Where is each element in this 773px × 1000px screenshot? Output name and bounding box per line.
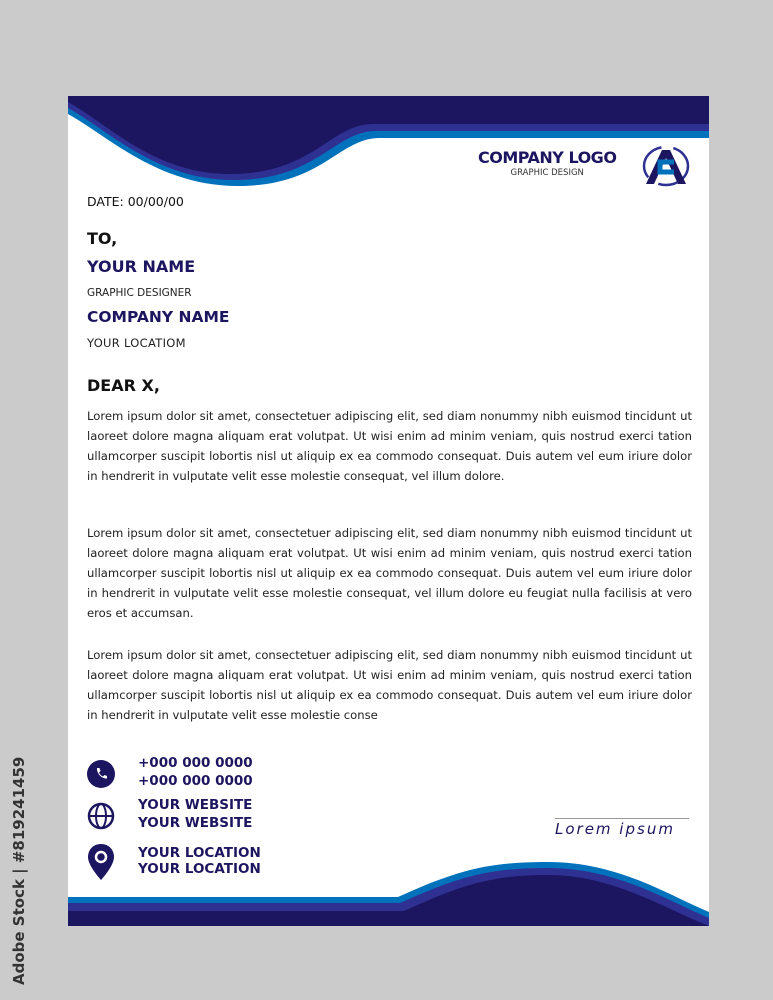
logo-mark-icon (640, 144, 692, 188)
recipient-role: GRAPHIC DESIGNER (87, 287, 192, 299)
letterhead-page (68, 96, 709, 926)
phone-1: +000 000 0000 (138, 755, 253, 771)
greeting: DEAR X, (87, 376, 160, 395)
phone-icon (87, 760, 115, 788)
recipient-name: YOUR NAME (87, 257, 196, 276)
location-1: YOUR LOCATION (138, 845, 261, 861)
recipient-company: COMPANY NAME (87, 308, 230, 326)
body-paragraph: Lorem ipsum dolor sit amet, consectetuer adipiscing elit, sed diam nonummy nibh euismod tincidunt ut laoreet dolore magna aliquam erat volutpat. Ut wisi enim ad minim veniam, quis nostrud exerci tation ullamcorper suscipit lobortis nisl ut aliquip ex ea commodo consequat. Duis autem vel eum iriure dolor in hendrerit in vulputate velit esse molestie consequat, vel illum dolore eu feugiat nulla facilisis at vero eros et accumsan. (87, 526, 692, 620)
website-2: YOUR WEBSITE (138, 815, 253, 831)
company-logo (478, 148, 616, 178)
logo-subtitle: GRAPHIC DESIGN (510, 168, 584, 178)
body-paragraph: Lorem ipsum dolor sit amet, consectetuer adipiscing elit, sed diam nonummy nibh euismod tincidunt ut laoreet dolore magna aliquam erat volutpat. Ut wisi enim ad minim veniam, quis nostrud exerci tation ullamcorper suscipit lobortis nisl ut aliquip ex ea commodo consequat. Duis autem vel eum iriure dolor in hendrerit in vulputate velit esse molestie consequat, vel illum dolore. (87, 409, 692, 483)
signature-line (555, 818, 689, 819)
website-1: YOUR WEBSITE (138, 797, 253, 813)
footer-wave (68, 860, 709, 926)
watermark: Adobe Stock | #819241459 (10, 756, 28, 985)
phone-2: +000 000 0000 (138, 773, 253, 789)
body-paragraph: Lorem ipsum dolor sit amet, consectetuer adipiscing elit, sed diam nonummy nibh euismod tincidunt ut laoreet dolore magna aliquam erat volutpat. Ut wisi enim ad minim veniam, quis nostrud exerci tation ullamcorper suscipit lobortis nisl ut aliquip ex ea commodo consequat. Duis autem vel eum iriure dolor in hendrerit in vulputate velit esse molestie conse (87, 648, 692, 722)
globe-icon (87, 802, 115, 830)
date: DATE: 00/00/00 (87, 194, 184, 209)
to-label: TO, (87, 229, 118, 248)
recipient-location: YOUR LOCATIOM (87, 336, 186, 350)
signature: Lorem ipsum (555, 820, 675, 838)
location-2: YOUR LOCATION (138, 861, 261, 877)
logo-title: COMPANY LOGO (478, 148, 617, 167)
